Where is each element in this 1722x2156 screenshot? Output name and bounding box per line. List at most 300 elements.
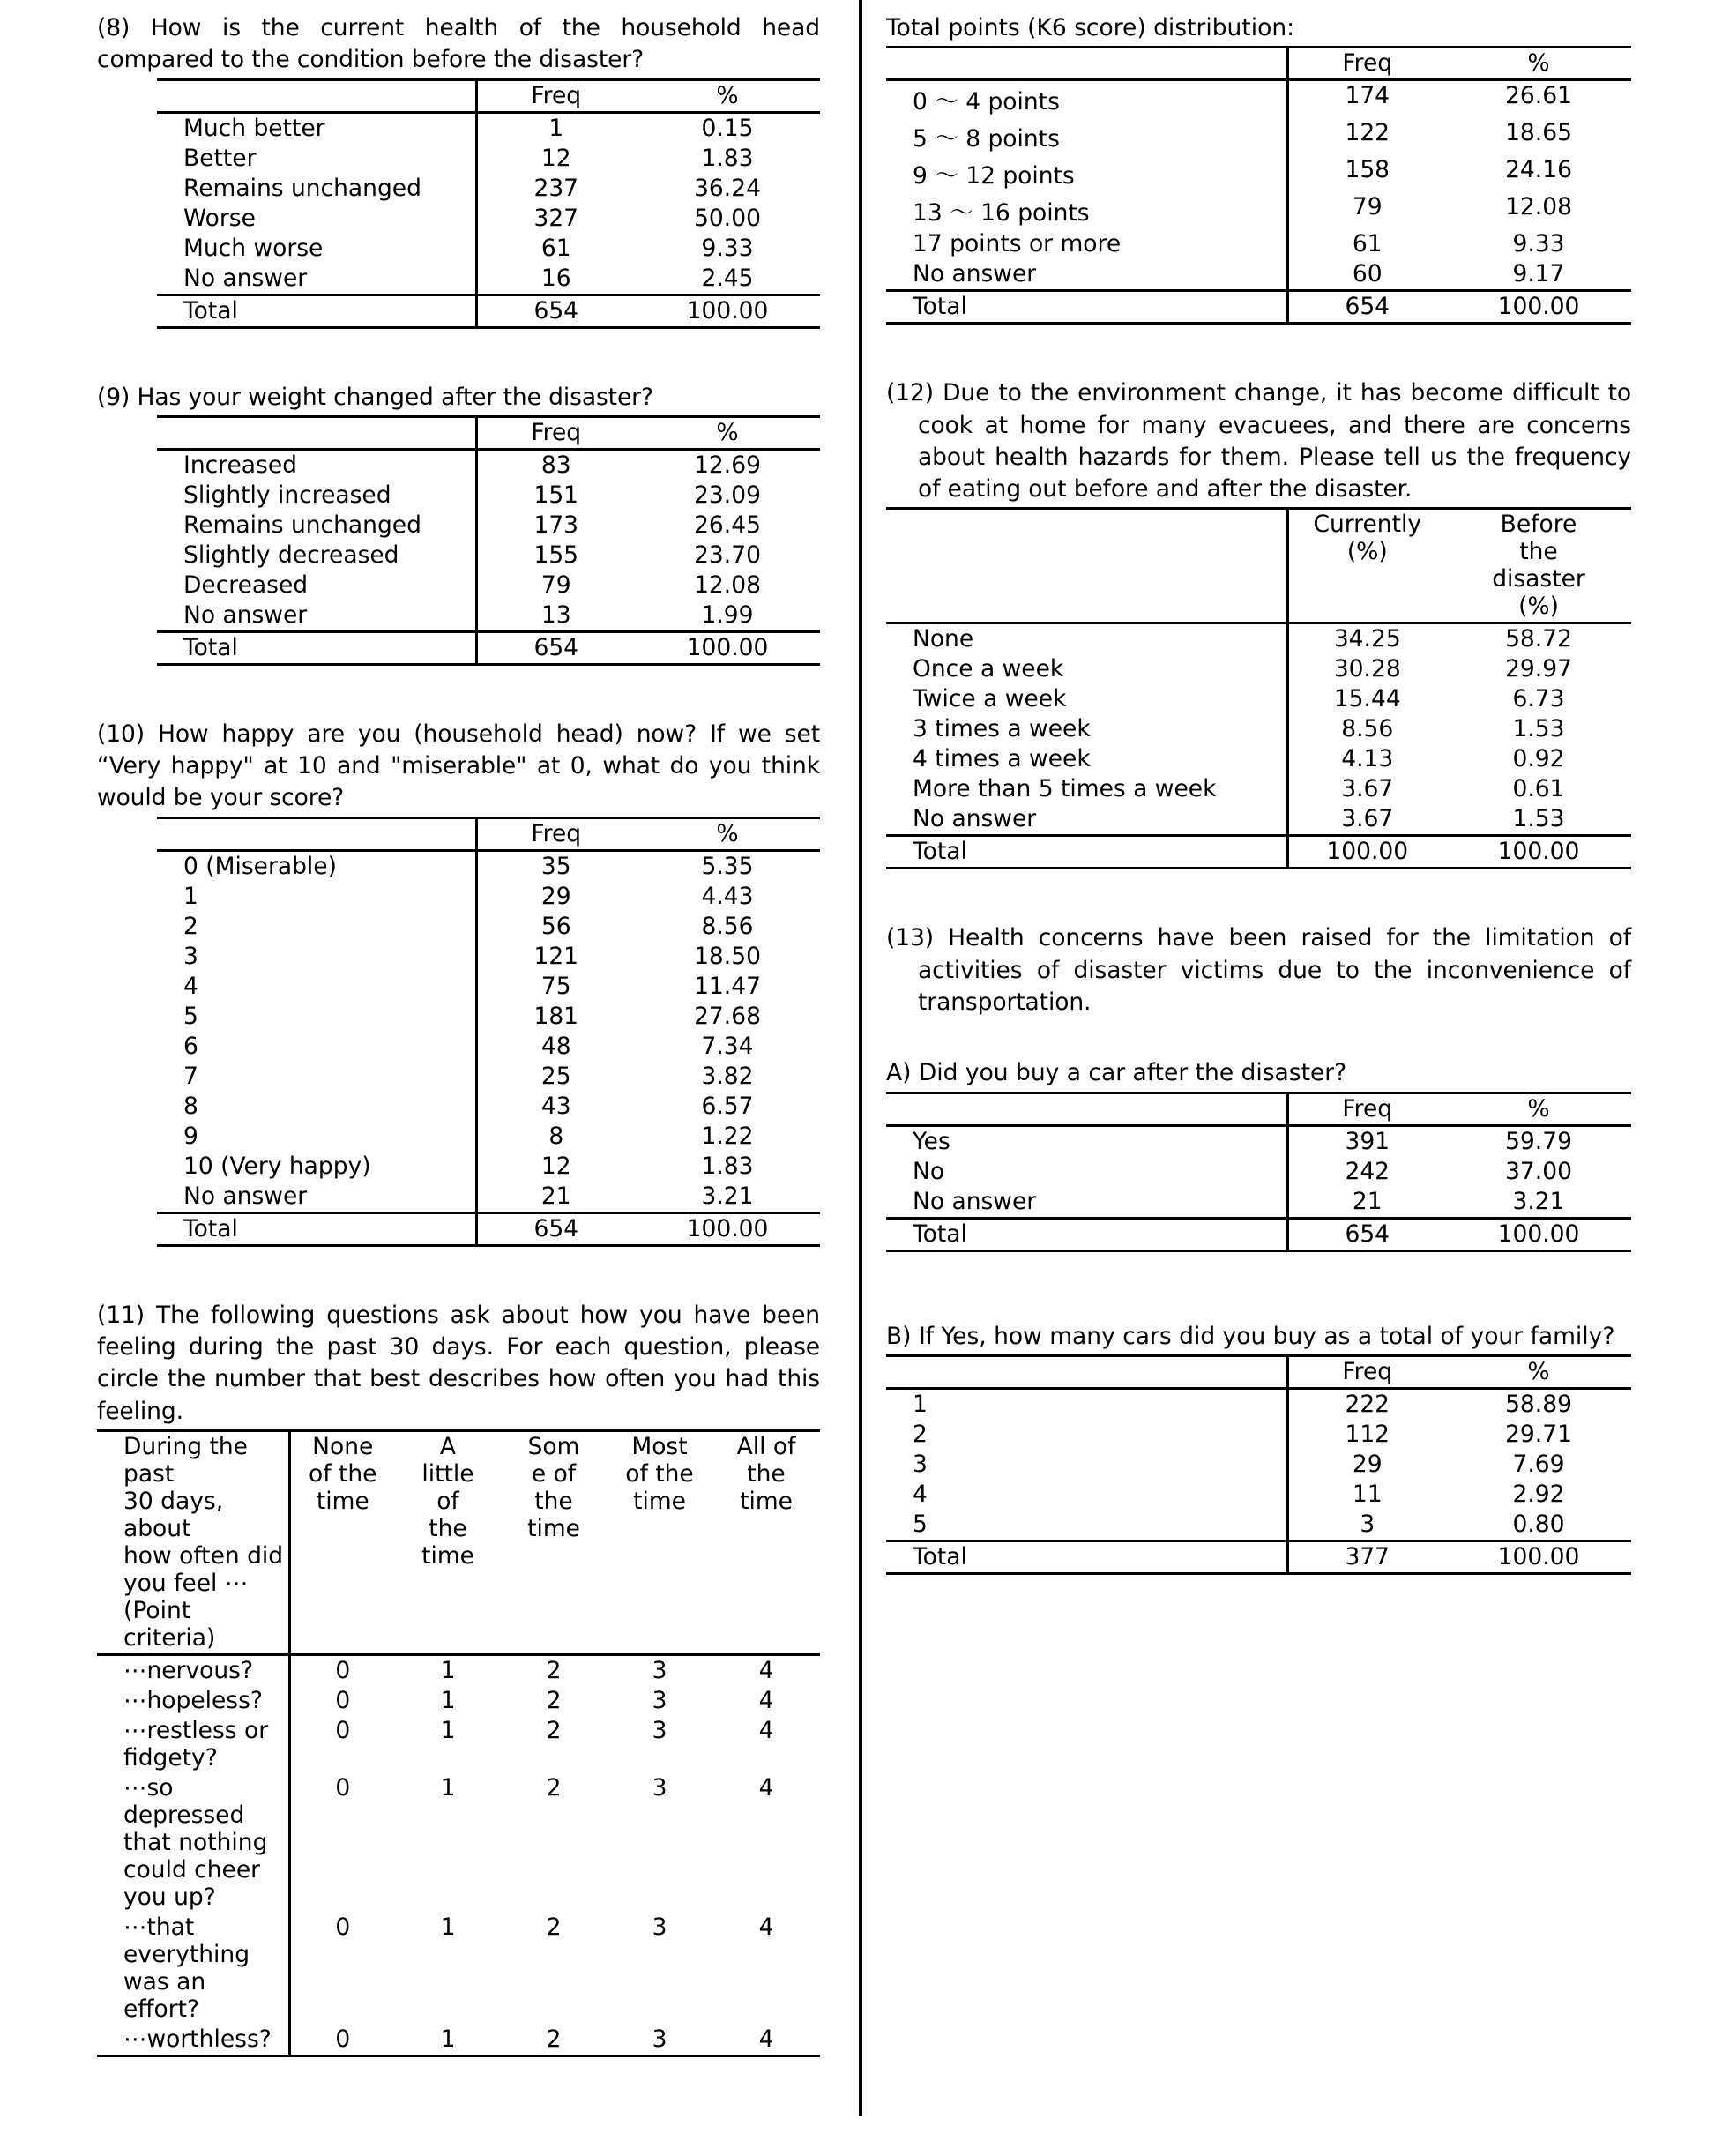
row-pct: 8.56: [701, 912, 754, 940]
table-row: [886, 1187, 1631, 1219]
row-value: 2: [501, 2025, 607, 2056]
row-pct: 4.43: [701, 882, 754, 910]
row-label: 4 times a week: [913, 745, 1091, 773]
table-header-row: [157, 817, 820, 850]
row-label: Much better: [183, 114, 325, 142]
question-13a-text: A) Did you buy a car after the disaster?: [886, 1059, 1347, 1087]
row-label: 3 times a week: [913, 715, 1091, 743]
table-row: [157, 449, 820, 481]
header-line: of the: [625, 1459, 694, 1488]
row-value: 1: [440, 1716, 456, 1744]
header-line: Before: [1500, 511, 1577, 539]
header-line: Currently: [1313, 511, 1422, 539]
row-pct: 26.45: [694, 511, 761, 539]
row-label: 6: [183, 1032, 198, 1060]
table-row: [157, 112, 820, 144]
question-13a-table: [886, 1092, 1631, 1252]
total-before: 100.00: [1446, 836, 1631, 869]
row-pct: 0.80: [1446, 1510, 1631, 1541]
row-value: 0: [289, 1773, 395, 1913]
row-currently: 3.67: [1287, 774, 1446, 804]
question-9-text: (9) Has your weight changed after the disaster?: [97, 383, 653, 411]
row-pct: 5.35: [701, 852, 754, 880]
table-row: [157, 601, 820, 632]
col-header-most: [607, 1430, 712, 1654]
row-pct: 12.69: [694, 451, 761, 479]
col-header-freq: Freq: [476, 79, 635, 112]
question-11-block: [97, 1300, 820, 2057]
table-row: [886, 684, 1631, 714]
row-label: Slightly increased: [183, 481, 391, 509]
row-item: ⋯that everything was an effort?: [123, 1913, 250, 2023]
stub-line-1: During the past: [123, 1432, 248, 1488]
table-row: [157, 1122, 820, 1152]
header-line: None: [312, 1432, 374, 1460]
col-header-pct: %: [1446, 1355, 1631, 1388]
table-row: [97, 1773, 820, 1913]
total-freq: 654: [1287, 291, 1446, 324]
table-row: [886, 80, 1631, 119]
row-label: 7: [183, 1062, 198, 1090]
row-pct: 29.71: [1505, 1420, 1572, 1448]
table-header-row: [886, 48, 1631, 80]
table-row: [886, 623, 1631, 655]
row-freq: 79: [476, 571, 635, 601]
spacer: [886, 1020, 1631, 1057]
total-pct: 100.00: [635, 631, 820, 664]
row-freq: 12: [476, 1152, 635, 1182]
row-value: 2: [546, 1716, 562, 1744]
row-currently: 30.28: [1287, 654, 1446, 684]
col-header-some: [501, 1430, 607, 1654]
header-line: the: [747, 1459, 786, 1488]
col-header-a-little: [395, 1430, 501, 1654]
row-freq: 21: [476, 1182, 635, 1213]
table-total-row: [886, 836, 1631, 869]
table-row: [157, 882, 820, 912]
row-freq: 181: [476, 1002, 635, 1032]
question-9-table: [157, 415, 820, 666]
row-freq: 158: [1287, 155, 1446, 192]
row-label: 17 points or more: [913, 230, 1122, 258]
row-pct: 24.16: [1505, 156, 1572, 184]
row-pct: 36.24: [694, 174, 761, 202]
question-13b-table-wrap: [886, 1354, 1631, 1575]
question-11-table: [97, 1429, 820, 2057]
header-line: time: [740, 1487, 793, 1515]
row-value: 4: [758, 1686, 774, 1714]
row-label: 2: [913, 1420, 928, 1448]
col-header-all: [712, 1430, 820, 1654]
spacer: [97, 666, 820, 719]
header-line: time: [421, 1541, 474, 1570]
spacer: [97, 329, 820, 382]
col-header-freq: Freq: [1287, 48, 1446, 80]
table-row: [157, 541, 820, 571]
total-pct: 100.00: [635, 1212, 820, 1245]
table-row: [157, 511, 820, 541]
table-row: [157, 850, 820, 882]
header-line: the: [429, 1514, 467, 1542]
table-row: [157, 912, 820, 942]
k6-distribution-caption: Total points (K6 score) distribution:: [886, 14, 1295, 41]
row-pct: 11.47: [694, 972, 761, 1000]
row-value: 2: [546, 1913, 562, 1941]
row-freq: 121: [476, 942, 635, 972]
row-item: ⋯so depressed that nothing could cheer you up?: [123, 1773, 268, 1911]
row-pct: 50.00: [694, 204, 761, 232]
table-row: [157, 1032, 820, 1062]
row-value: 0: [289, 2025, 395, 2056]
table-row: [157, 1062, 820, 1092]
row-label: Better: [183, 144, 257, 172]
col-header-pct: %: [635, 79, 820, 112]
total-label: Total: [157, 1212, 476, 1245]
table-row: [157, 1182, 820, 1213]
row-label: No answer: [886, 804, 1287, 836]
row-before: 6.73: [1512, 685, 1565, 713]
row-pct: 59.79: [1505, 1127, 1572, 1155]
question-12-block: [886, 377, 1631, 869]
question-10-table-wrap: [157, 817, 820, 1247]
row-label: 13 ～ 16 points: [913, 199, 1090, 228]
question-10-text: (10) How happy are you (household head) now? If we set “Very happy" at 10 and "miserable" at 0, what do you think would be your score?: [97, 720, 820, 812]
col-header-pct: %: [1446, 1093, 1631, 1125]
question-12-table: [886, 507, 1631, 869]
header-line: time: [633, 1487, 686, 1515]
col-header-freq: Freq: [1287, 1093, 1446, 1125]
row-label: 0 ～ 4 points: [913, 88, 1060, 116]
row-freq: 242: [1287, 1157, 1446, 1187]
row-label: Much worse: [183, 234, 324, 262]
total-label: Total: [157, 631, 476, 664]
row-label: No answer: [157, 601, 476, 632]
row-freq: 174: [1287, 80, 1446, 119]
question-10-table: [157, 817, 820, 1247]
col-header-freq: Freq: [476, 416, 635, 449]
row-value: 4: [712, 2025, 820, 2056]
table-header-row: [97, 1430, 820, 1654]
header-line: A: [439, 1432, 457, 1460]
question-8-block: [97, 12, 820, 329]
row-label: Yes: [913, 1127, 950, 1155]
table-total-row: [157, 631, 820, 664]
header-line: time: [527, 1514, 580, 1542]
table-row: [157, 144, 820, 174]
total-label: Total: [157, 295, 476, 327]
header-line: the: [1519, 538, 1558, 566]
row-pct: 1.83: [701, 1152, 754, 1180]
row-label: 9 ～ 12 points: [913, 162, 1075, 190]
row-currently: 34.25: [1287, 623, 1446, 655]
table-row: [97, 1686, 820, 1716]
row-value: 1: [440, 1773, 456, 1802]
table-row: [886, 1450, 1631, 1480]
row-freq: 79: [1287, 192, 1446, 229]
table-row: [97, 1654, 820, 1686]
row-before: 1.53: [1446, 804, 1631, 836]
row-value: 4: [758, 1716, 774, 1744]
table-row: [157, 174, 820, 204]
row-value: 0: [289, 1686, 395, 1716]
row-label: No answer: [886, 1187, 1287, 1219]
row-value: 2: [546, 1773, 562, 1802]
row-label: 2: [183, 912, 198, 940]
row-currently: 4.13: [1287, 744, 1446, 774]
row-freq: 48: [476, 1032, 635, 1062]
right-column: [886, 0, 1631, 1575]
row-pct: 3.21: [635, 1182, 820, 1213]
row-pct: 18.65: [1505, 119, 1572, 147]
header-line: disaster: [1492, 565, 1585, 593]
row-freq: 83: [476, 449, 635, 481]
row-item: ⋯nervous?: [97, 1654, 289, 1686]
row-pct: 2.92: [1512, 1480, 1565, 1508]
table-row: [886, 804, 1631, 836]
row-before: 0.61: [1512, 775, 1565, 803]
row-freq: 222: [1287, 1388, 1446, 1420]
col-header-pct: %: [635, 817, 820, 850]
row-currently: 15.44: [1287, 684, 1446, 714]
row-value: 1: [440, 1913, 456, 1941]
total-pct: 100.00: [1446, 1218, 1631, 1250]
column-divider: [859, 0, 862, 2116]
table-row: [886, 229, 1631, 259]
col-header-label: [886, 48, 1287, 80]
total-pct: 100.00: [635, 295, 820, 327]
col-header-currently: [1287, 509, 1446, 623]
row-label: Once a week: [913, 655, 1064, 683]
row-pct: 7.34: [701, 1032, 754, 1060]
table-row: [886, 192, 1631, 229]
total-freq: 654: [476, 631, 635, 664]
k6-distribution-table: [886, 46, 1631, 325]
question-13-block: [886, 922, 1631, 1574]
question-13a-table-wrap: [886, 1092, 1631, 1252]
row-label: Twice a week: [913, 685, 1067, 713]
row-currently: 8.56: [1287, 714, 1446, 744]
table-header-row: [886, 509, 1631, 623]
spacer: [886, 325, 1631, 377]
question-9-block: [97, 382, 820, 666]
question-12-table-wrap: [886, 507, 1631, 869]
row-freq: 61: [1287, 229, 1446, 259]
row-freq: 11: [1287, 1480, 1446, 1510]
col-header-label: [157, 79, 476, 112]
table-total-row: [157, 295, 820, 327]
table-row: [157, 1092, 820, 1122]
row-item: ⋯worthless?: [97, 2025, 289, 2056]
table-row: [157, 942, 820, 972]
table-row: [157, 204, 820, 234]
row-before: 0.92: [1512, 745, 1565, 773]
row-label: 5: [183, 1002, 198, 1030]
total-freq: 654: [476, 295, 635, 327]
row-label: 8: [183, 1092, 198, 1120]
row-pct: 1.83: [701, 144, 754, 172]
table-header-row: [157, 416, 820, 449]
col-header-pct: %: [635, 416, 820, 449]
table-row: [886, 118, 1631, 155]
row-freq: 16: [476, 264, 635, 295]
stub-line-5: (Point criteria): [123, 1596, 216, 1652]
table-row: [157, 1152, 820, 1182]
total-pct: 100.00: [1446, 1541, 1631, 1573]
row-freq: 8: [476, 1122, 635, 1152]
row-pct: 7.69: [1512, 1450, 1565, 1478]
table-row: [886, 654, 1631, 684]
row-label: No: [913, 1157, 945, 1185]
question-11-text: (11) The following questions ask about how you have been feeling during the past 30 days. For each question, please circle the number that best describes how often you had this feeling.: [97, 1301, 820, 1425]
row-pct: 1.22: [701, 1122, 754, 1150]
row-pct: 0.15: [701, 114, 754, 142]
question-13-text: (13) Health concerns have been raised for the limitation of activities of disaster victims due to the inconvenience of transportation.: [886, 924, 1631, 1017]
question-11-table-wrap: [97, 1429, 820, 2057]
row-pct: 26.61: [1505, 82, 1572, 110]
row-currently: 3.67: [1287, 804, 1446, 836]
row-value: 1: [440, 1686, 456, 1714]
col-header-label: [157, 817, 476, 850]
row-pct: 37.00: [1505, 1157, 1572, 1185]
question-13b-text: B) If Yes, how many cars did you buy as a total of your family?: [886, 1322, 1615, 1350]
col-header-before: [1446, 509, 1631, 623]
header-line: the: [534, 1487, 573, 1515]
row-value: 0: [289, 1913, 395, 2025]
row-label: Decreased: [183, 571, 309, 599]
row-label: 5: [886, 1510, 1287, 1541]
row-value: 1: [395, 2025, 501, 2056]
col-header-label: [886, 509, 1287, 623]
row-pct: 3.21: [1446, 1187, 1631, 1219]
spacer: [886, 1252, 1631, 1321]
row-label: No answer: [157, 264, 476, 295]
row-freq: 1: [476, 112, 635, 144]
table-row: [886, 774, 1631, 804]
row-pct: 27.68: [694, 1002, 761, 1030]
total-freq: 654: [476, 1212, 635, 1245]
col-header-label: [157, 416, 476, 449]
header-line: Som: [527, 1432, 580, 1460]
stub-header: [97, 1430, 289, 1654]
row-label: Worse: [183, 204, 256, 232]
row-label: 4: [183, 972, 198, 1000]
col-header-label: [886, 1093, 1287, 1125]
row-value: 0: [289, 1716, 395, 1773]
table-row: [886, 714, 1631, 744]
table-row: [886, 744, 1631, 774]
row-pct: 12.08: [1505, 193, 1572, 221]
total-label: Total: [886, 1541, 1287, 1573]
table-row: [157, 234, 820, 264]
table-row: [97, 2025, 820, 2056]
row-pct: 9.33: [1512, 230, 1565, 258]
row-value: 4: [758, 1773, 774, 1802]
table-row: [157, 481, 820, 511]
row-freq: 155: [476, 541, 635, 571]
table-header-row: [157, 79, 820, 112]
row-value: 1: [395, 1654, 501, 1686]
row-pct: 3.82: [701, 1062, 754, 1090]
k6-distribution-block: [886, 12, 1631, 325]
header-line: of the: [309, 1459, 377, 1488]
row-label: None: [913, 625, 974, 653]
row-label: 3: [913, 1450, 928, 1478]
header-line: (%): [1346, 538, 1388, 566]
row-freq: 25: [476, 1062, 635, 1092]
row-pct: 9.33: [701, 234, 754, 262]
total-freq: 654: [1287, 1218, 1446, 1250]
row-value: 3: [652, 1716, 667, 1744]
total-pct: 100.00: [1446, 291, 1631, 324]
col-header-freq: Freq: [1287, 1355, 1446, 1388]
table-row: [157, 1002, 820, 1032]
question-8-table-wrap: [157, 78, 820, 329]
row-freq: 112: [1287, 1420, 1446, 1450]
row-pct: 23.09: [694, 481, 761, 509]
spacer: [886, 869, 1631, 922]
row-freq: 75: [476, 972, 635, 1002]
left-column: [97, 0, 820, 2057]
row-value: 4: [758, 1913, 774, 1941]
question-9-table-wrap: [157, 415, 820, 666]
row-label: 5 ～ 8 points: [913, 125, 1060, 153]
question-8-text: (8) How is the current health of the household head compared to the condition before the disaster?: [97, 14, 820, 74]
row-value: 2: [546, 1686, 562, 1714]
total-label: Total: [886, 836, 1287, 869]
header-line: Most: [631, 1432, 688, 1460]
header-line: little: [421, 1459, 474, 1488]
question-12-text: (12) Due to the environment change, it has become difficult to cook at home for many evacuees, and there are concerns about health hazards for them. Please tell us the frequency of eating out before and after the disaster.: [886, 379, 1631, 504]
total-currently: 100.00: [1287, 836, 1446, 869]
row-label: Slightly decreased: [183, 541, 399, 569]
row-freq: 56: [476, 912, 635, 942]
table-row: [886, 1388, 1631, 1420]
row-label: No answer: [886, 259, 1287, 291]
row-label: Remains unchanged: [183, 174, 421, 202]
table-row: [886, 1157, 1631, 1187]
spacer: [97, 1247, 820, 1300]
table-row: [886, 1420, 1631, 1450]
col-header-none: [289, 1430, 395, 1654]
header-line: time: [316, 1487, 369, 1515]
row-pct: 23.70: [694, 541, 761, 569]
row-freq: 3: [1287, 1510, 1446, 1541]
row-value: 3: [607, 1654, 712, 1686]
header-line: of: [436, 1487, 459, 1515]
row-freq: 12: [476, 144, 635, 174]
table-header-row: [886, 1093, 1631, 1125]
row-label: No answer: [157, 1182, 476, 1213]
table-header-row: [886, 1355, 1631, 1388]
row-item: ⋯hopeless?: [123, 1686, 263, 1714]
row-freq: 122: [1287, 118, 1446, 155]
row-label: Remains unchanged: [183, 511, 421, 539]
table-row: [886, 259, 1631, 291]
row-label: More than 5 times a week: [913, 775, 1217, 803]
table-total-row: [886, 1218, 1631, 1250]
row-freq: 327: [476, 204, 635, 234]
question-10-block: [97, 719, 820, 1247]
row-value: 2: [501, 1654, 607, 1686]
row-label: 0 (Miserable): [183, 852, 337, 880]
table-total-row: [157, 1212, 820, 1245]
row-freq: 173: [476, 511, 635, 541]
question-8-table: [157, 78, 820, 329]
row-freq: 237: [476, 174, 635, 204]
table-row: [97, 1913, 820, 2025]
row-before: 58.72: [1505, 625, 1572, 653]
stub-line-3: how often did: [123, 1541, 284, 1570]
